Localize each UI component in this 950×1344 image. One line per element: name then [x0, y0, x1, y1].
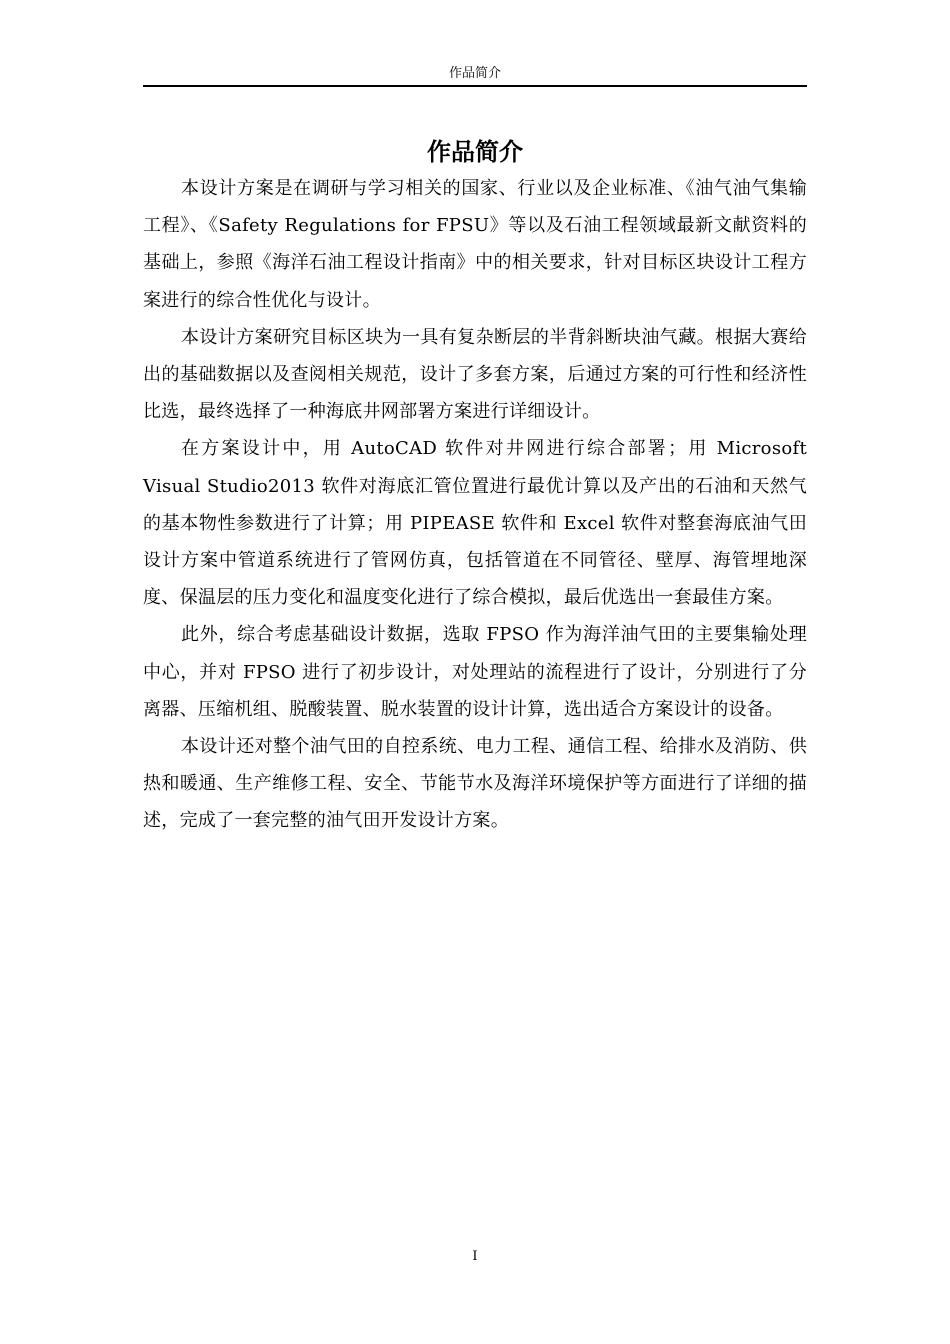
paragraph-2: 本设计方案研究目标区块为一具有复杂断层的半背斜断块油气藏。根据大赛给出的基础数据以及查阅相关规范，设计了多套方案，后通过方案的可行性和经济性比选，最终选择了一种海底井网部署方案进行详细设计。	[143, 326, 807, 423]
paragraph-4: 此外，综合考虑基础设计数据，选取 FPSO 作为海洋油气田的主要集输处理中心，并对 FPSO 进行了初步设计，对处理站的流程进行了设计，分别进行了分离器、压缩机组、脱酸装置、脱水装置的设计计算，选出适合方案设计的设备。	[143, 624, 807, 720]
paragraph-3: 在方案设计中，用 AutoCAD 软件对井网进行综合部署；用 Microsoft Visual Studio2013 软件对海底汇管位置进行最优计算以及产出的石油和天然气的基本物性参数进行了计算；用 PIPEASE 软件和 Excel 软件对整套海底油气田设计方案中管道系统进行了管网仿真，包括管道在不同管径、壁厚、海管埋地深度、保温层的压力变化和温度变化进行了综合模拟，最后优选出一套最佳方案。	[143, 438, 807, 609]
page-title: 作品简介	[427, 138, 523, 166]
paragraph-5: 本设计还对整个油气田的自控系统、电力工程、通信工程、给排水及消防、供热和暖通、生产维修工程、安全、节能节水及海洋环境保护等方面进行了详细的描述，完成了一套完整的油气田开发设计方案。	[143, 736, 807, 832]
body-text	[143, 170, 807, 840]
page-number: I	[472, 1249, 478, 1264]
running-header: 作品简介	[448, 66, 501, 81]
header-rule	[143, 85, 807, 87]
paragraph-1: 本设计方案是在调研与学习相关的国家、行业以及企业标准、《油气油气集输工程》、《Safety Regulations for FPSU》等以及石油工程领域最新文献资料的基础上，参照《海洋石油工程设计指南》中的相关要求，针对目标区块设计工程方案进行的综合性优化与设计。	[143, 178, 807, 311]
